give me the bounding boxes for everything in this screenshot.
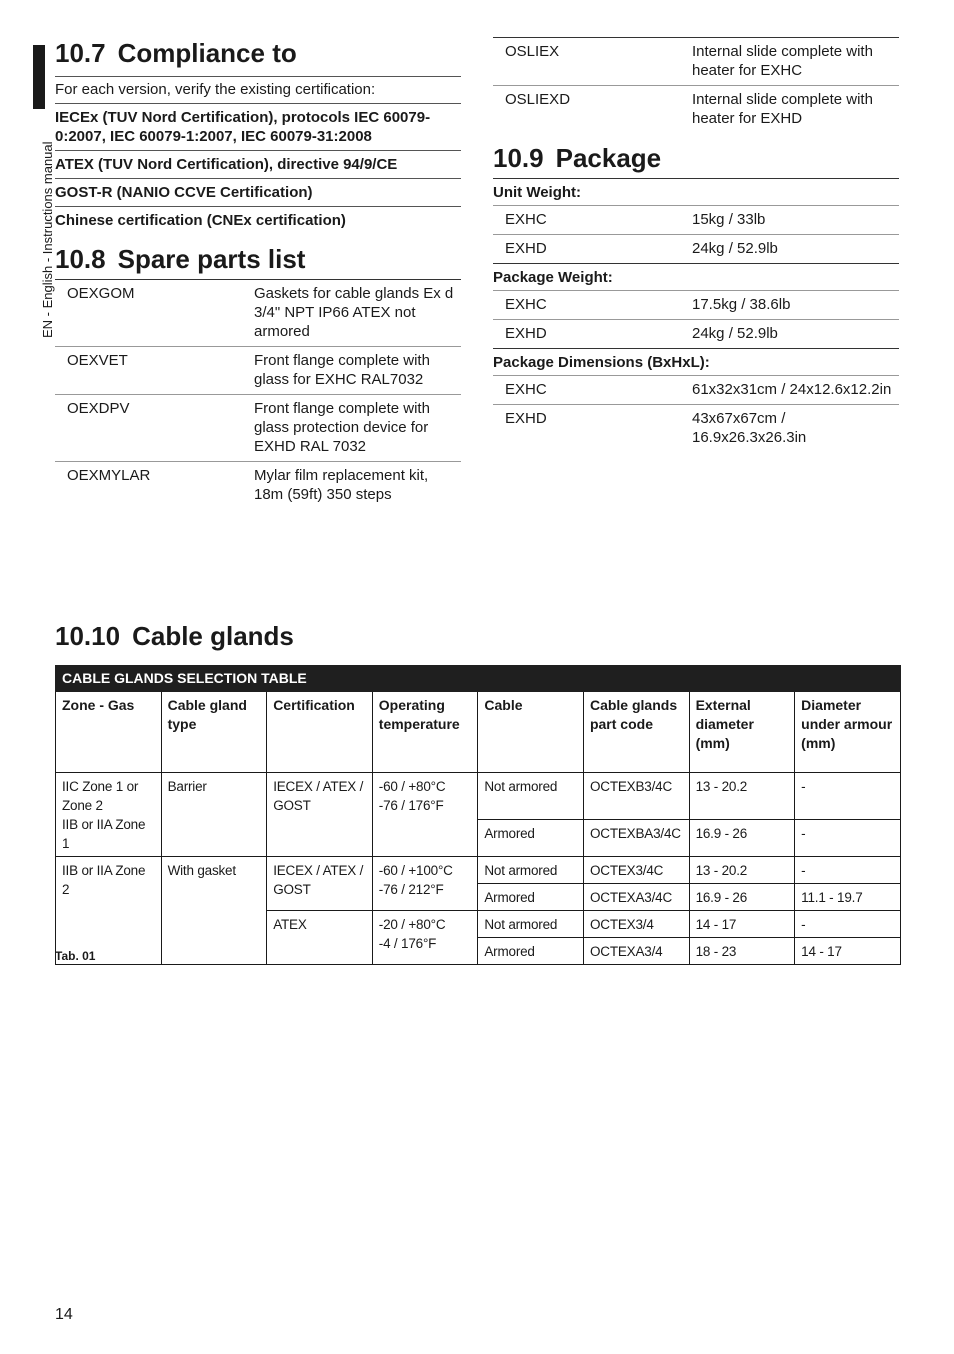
- certification-cell: IECEX / ATEX / GOST: [267, 857, 373, 911]
- compliance-intro: For each version, verify the existing certification:: [55, 76, 461, 104]
- armour-diameter-cell: -: [795, 773, 901, 820]
- external-diameter-cell: 13 - 20.2: [689, 773, 795, 820]
- table-title: CABLE GLANDS SELECTION TABLE: [56, 666, 901, 692]
- armour-diameter-cell: -: [795, 911, 901, 938]
- package-model: EXHD: [505, 325, 547, 342]
- side-label: EN - English - Instructions manual: [40, 141, 55, 338]
- package-title: Package: [555, 143, 662, 173]
- zone-cell: IIB or IIA Zone 2: [56, 857, 162, 965]
- column-header: Diameter under armour (mm): [795, 692, 901, 773]
- column-header: External diameter (mm): [689, 692, 795, 773]
- table-caption: Tab. 01: [55, 949, 96, 963]
- package-value: 17.5kg / 38.6lb: [692, 296, 791, 313]
- armour-diameter-cell: -: [795, 857, 901, 884]
- part-description: Front flange complete with glass for EXHC RAL7032: [254, 352, 430, 388]
- spare-part-row: [493, 38, 899, 86]
- zone-cell: IIC Zone 1 or Zone 2 IIB or IIA Zone 1: [56, 773, 162, 857]
- temperature-cell: -20 / +80°C -4 / 176°F: [372, 911, 478, 965]
- package-model: EXHC: [505, 296, 547, 313]
- right-column: [493, 37, 899, 452]
- package-group-label: Package Weight:: [493, 263, 899, 291]
- left-column: [55, 40, 461, 509]
- package-row: [493, 291, 899, 320]
- part-code-cell: OCTEX3/4C: [583, 857, 689, 884]
- part-code-cell: OCTEXA3/4: [583, 938, 689, 965]
- part-description: Mylar film replacement kit, 18m (59ft) 350 steps: [254, 467, 429, 503]
- package-model: EXHC: [505, 211, 547, 228]
- package-group-label: Package Dimensions (BxHxL):: [493, 348, 899, 376]
- external-diameter-cell: 16.9 - 26: [689, 820, 795, 857]
- cable-glands-heading: [55, 623, 294, 649]
- cable-cell: Not armored: [478, 911, 584, 938]
- package-row: [493, 376, 899, 405]
- cable-cell: Armored: [478, 820, 584, 857]
- compliance-title: Compliance to: [117, 38, 297, 68]
- cable-cell: Armored: [478, 884, 584, 911]
- spare-part-row: [55, 347, 461, 395]
- cable-cell: Not armored: [478, 773, 584, 820]
- part-code-cell: OCTEXA3/4C: [583, 884, 689, 911]
- package-row: [493, 405, 899, 452]
- part-code: OEXDPV: [67, 400, 130, 417]
- package-model: EXHD: [505, 240, 547, 257]
- page-number: 14: [55, 1306, 73, 1323]
- package-row: [493, 206, 899, 235]
- armour-diameter-cell: -: [795, 820, 901, 857]
- compliance-number: 10.7: [55, 38, 106, 68]
- part-description: Internal slide complete with heater for EXHC: [692, 43, 873, 79]
- column-header: Operating temperature: [372, 692, 478, 773]
- package-value: 61x32x31cm / 24x12.6x12.2in: [692, 381, 892, 398]
- external-diameter-cell: 16.9 - 26: [689, 884, 795, 911]
- package-value: 24kg / 52.9lb: [692, 325, 778, 342]
- compliance-heading: [55, 40, 461, 66]
- side-marker-bar: [33, 45, 45, 109]
- certification-cell: ATEX: [267, 911, 373, 965]
- package-number: 10.9: [493, 143, 544, 173]
- part-code: OEXVET: [67, 352, 128, 369]
- table-row: [56, 773, 901, 820]
- package-row: [493, 235, 899, 263]
- cable-glands-number: 10.10: [55, 621, 121, 651]
- external-diameter-cell: 13 - 20.2: [689, 857, 795, 884]
- compliance-item: ATEX (TUV Nord Certification), directive 94/9/CE: [55, 151, 461, 179]
- part-code: OSLIEXD: [505, 91, 571, 108]
- cable-cell: Not armored: [478, 857, 584, 884]
- spare-parts-number: 10.8: [55, 244, 106, 274]
- column-header: Cable glands part code: [583, 692, 689, 773]
- part-description: Internal slide complete with heater for EXHD: [692, 91, 873, 127]
- spare-part-row: [55, 280, 461, 347]
- armour-diameter-cell: 14 - 17: [795, 938, 901, 965]
- spare-part-row: [55, 395, 461, 462]
- part-code-cell: OCTEXB3/4C: [583, 773, 689, 820]
- external-diameter-cell: 18 - 23: [689, 938, 795, 965]
- package-group-label: Unit Weight:: [493, 178, 899, 206]
- package-value: 43x67x67cm / 16.9x26.3x26.3in: [692, 410, 807, 446]
- cable-cell: Armored: [478, 938, 584, 965]
- compliance-item: IECEx (TUV Nord Certification), protocols IEC 60079-0:2007, IEC 60079-1:2007, IEC 60079-31:2008: [55, 104, 461, 151]
- compliance-item: GOST-R (NANIO CCVE Certification): [55, 179, 461, 207]
- package-model: EXHD: [505, 410, 547, 427]
- spare-part-row: [55, 462, 461, 509]
- package-value: 15kg / 33lb: [692, 211, 766, 228]
- package-heading: [493, 145, 899, 171]
- part-code-cell: OCTEXBA3/4C: [583, 820, 689, 857]
- temperature-cell: -60 / +80°C -76 / 176°F: [372, 773, 478, 857]
- package-value: 24kg / 52.9lb: [692, 240, 778, 257]
- temperature-cell: -60 / +100°C -76 / 212°F: [372, 857, 478, 911]
- part-code-cell: OCTEX3/4: [583, 911, 689, 938]
- spare-parts-heading: [55, 246, 461, 272]
- column-header: Zone - Gas: [56, 692, 162, 773]
- table-row: [56, 857, 901, 884]
- part-description: Front flange complete with glass protection device for EXHD RAL 7032: [254, 400, 430, 455]
- spare-part-row: [493, 86, 899, 133]
- part-code: OSLIEX: [505, 43, 560, 60]
- gland-type-cell: With gasket: [161, 857, 267, 965]
- column-header: Certification: [267, 692, 373, 773]
- gland-type-cell: Barrier: [161, 773, 267, 857]
- part-code: OEXGOM: [67, 285, 135, 302]
- column-header: Cable gland type: [161, 692, 267, 773]
- compliance-item: Chinese certification (CNEx certification): [55, 212, 346, 229]
- package-model: EXHC: [505, 381, 547, 398]
- part-description: Gaskets for cable glands Ex d 3/4" NPT IP66 ATEX not armored: [254, 285, 454, 340]
- package-row: [493, 320, 899, 348]
- spare-parts-title: Spare parts list: [117, 244, 306, 274]
- cable-glands-title: Cable glands: [132, 621, 294, 651]
- armour-diameter-cell: 11.1 - 19.7: [795, 884, 901, 911]
- external-diameter-cell: 14 - 17: [689, 911, 795, 938]
- certification-cell: IECEX / ATEX / GOST: [267, 773, 373, 857]
- column-header: Cable: [478, 692, 584, 773]
- part-code: OEXMYLAR: [67, 467, 151, 484]
- cable-glands-table: [55, 665, 901, 965]
